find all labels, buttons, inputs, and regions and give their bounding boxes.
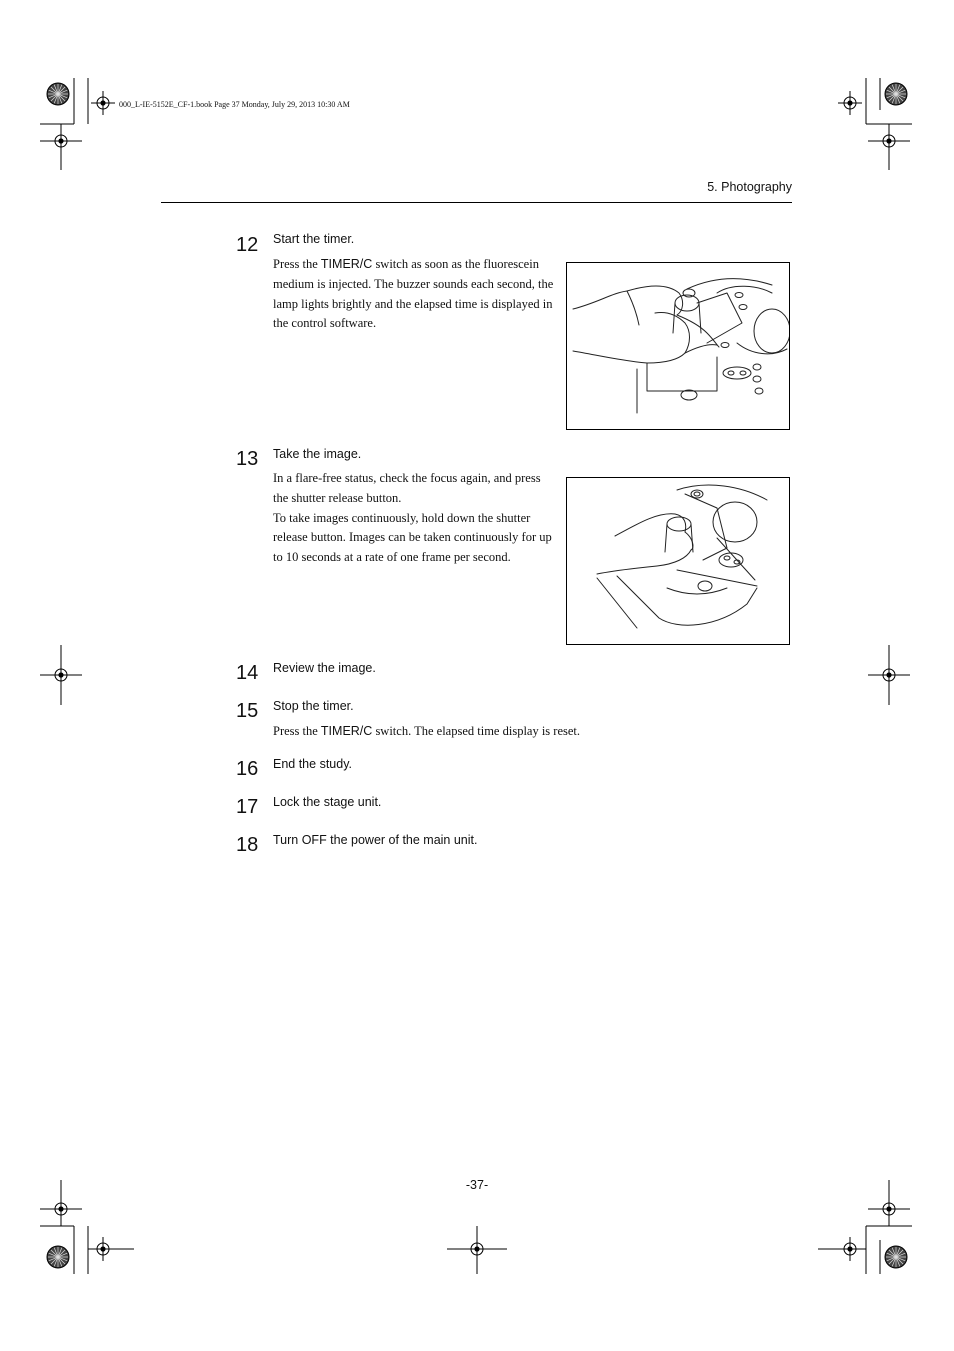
crop-mark-top-right (838, 78, 912, 170)
step-title: Lock the stage unit. (273, 795, 382, 809)
crop-mark-bottom-left (40, 1180, 134, 1274)
shutter-release-illustration (566, 477, 790, 645)
step-number: 12 (236, 234, 259, 256)
step-body (273, 722, 793, 742)
crop-mark-bottom-right (818, 1180, 912, 1274)
step-number: 18 (236, 834, 259, 856)
crop-mark-bottom-center (447, 1226, 507, 1274)
step-number: 16 (236, 758, 259, 780)
switch-name: TIMER/C (320, 257, 373, 271)
body-text: switch. The elapsed time display is reset. (372, 724, 581, 738)
crop-mark-right-middle (868, 645, 910, 705)
step-number: 15 (236, 700, 259, 722)
step-number: 17 (236, 796, 259, 818)
step-title: Start the timer. (273, 232, 355, 246)
step-body (273, 469, 558, 568)
step-title: Take the image. (273, 447, 362, 461)
body-text: switch as soon as the fluorescein medium is injected. The buzzer sounds each second, the lamp lights brightly and the elapsed time is displayed in the control software. (273, 257, 554, 331)
timer-switch-illustration (566, 262, 790, 430)
step-body (273, 255, 558, 334)
step-number: 14 (236, 662, 259, 684)
crop-mark-top-left (40, 78, 115, 170)
body-text: Press the (273, 724, 321, 738)
body-text: Press the (273, 257, 321, 271)
body-text: In a flare-free status, check the focus again, and press the shutter release button. (273, 471, 541, 505)
crop-mark-left-middle (40, 645, 82, 705)
step-title: Stop the timer. (273, 699, 354, 713)
switch-name: TIMER/C (320, 724, 373, 738)
step-title: Review the image. (273, 661, 376, 675)
step-number: 13 (236, 448, 259, 470)
header-rule (161, 202, 792, 203)
page-number: -37- (465, 1178, 489, 1192)
book-info: 000_L-IE-5152E_CF-1.book Page 37 Monday, July 29, 2013 10:30 AM (119, 100, 350, 109)
step-title: End the study. (273, 757, 352, 771)
section-title: 5. Photography (707, 180, 792, 194)
step-title: Turn OFF the power of the main unit. (273, 833, 478, 847)
body-text: To take images continuously, hold down the shutter release button. Images can be taken continuously for up to 10 seconds at a rate of one frame per second. (273, 510, 552, 565)
